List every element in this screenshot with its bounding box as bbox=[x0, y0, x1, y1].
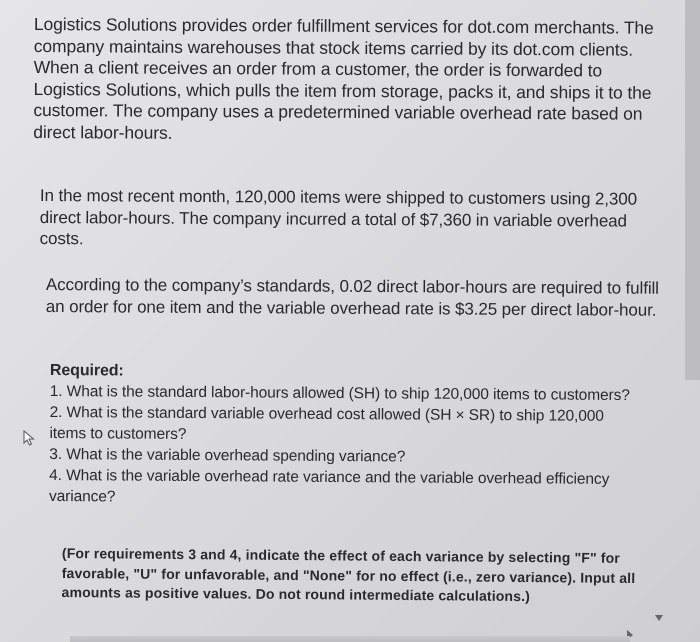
instructions-note: (For requirements 3 and 4, indicate the effect of each variance by selecting "F" for favorable, "U" for unfavorable, and "None" for no effect (i.e., zero variance). Input all amounts as positive values. Do not round intermediate calculations.) bbox=[61, 544, 636, 605]
mouse-pointer-icon bbox=[22, 430, 36, 446]
scrollbar[interactable] bbox=[685, 0, 700, 380]
company-standards: According to the company’s standards, 0.02 direct labor-hours are required to fulfill an order for one item and the variable overhead rate is $3.25 per direct labor-hour. bbox=[45, 274, 659, 320]
answer-field-edge[interactable] bbox=[70, 636, 630, 642]
caret-down-icon[interactable] bbox=[655, 614, 663, 622]
required-item-4: 4. What is the variable overhead rate variance and the variable overhead efficiency variance? bbox=[48, 466, 610, 506]
problem-intro: Logistics Solutions provides order fulfillment services for dot.com merchants. The company maintains warehouses that stock items carried by its dot.com clients. When a client receives an order from a customer, the order is forwarded to Logistics Solutions, which pulls the item from storage, packs it, and ships it to the customer. The company uses a predetermined variable overhead rate based on direct labor-hours. bbox=[33, 14, 654, 143]
required-heading: Required: bbox=[49, 361, 124, 380]
month-facts: In the most recent month, 120,000 items were shipped to customers using 2,300 direct labor-hours. The company incurred a total of $7,360 in variable overhead costs. bbox=[39, 185, 638, 249]
required-item-1: 1. What is the standard labor-hours allowed (SH) to ship 120,000 items to customers? bbox=[49, 382, 630, 405]
required-item-2: 2. What is the standard variable overhead cost allowed (SH × SR) to ship 120,000 items to customers? bbox=[49, 403, 604, 443]
required-section bbox=[49, 360, 640, 511]
required-item-3: 3. What is the variable overhead spending variance? bbox=[49, 445, 406, 466]
